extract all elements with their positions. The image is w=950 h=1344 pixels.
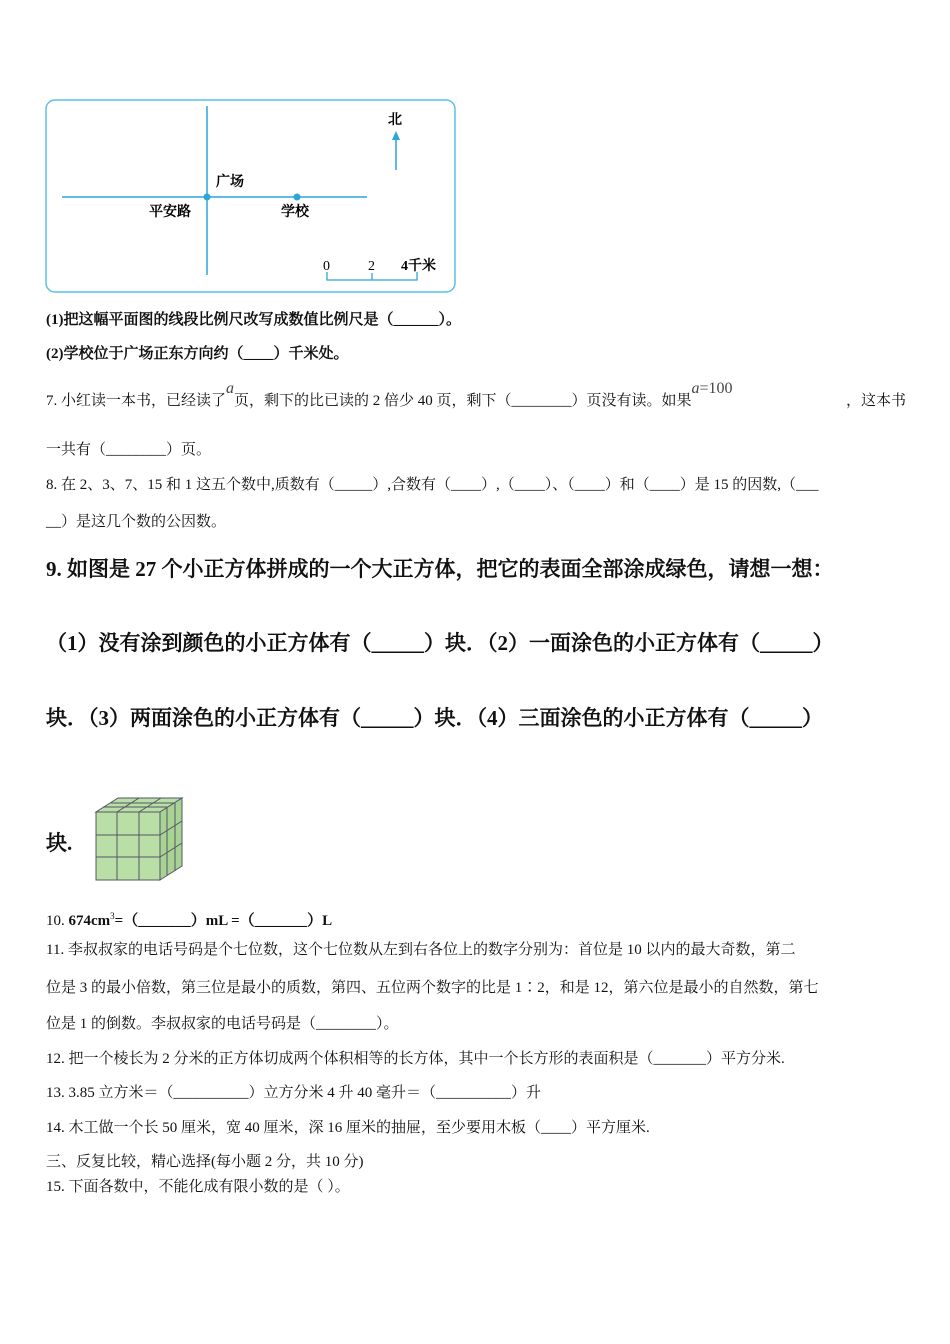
q9-title: 9. 如图是 27 个小正方体拼成的一个大正方体，把它的表面全部涂成绿色，请想一想： — [46, 557, 834, 581]
var-a: a — [226, 380, 235, 397]
q11-line1: 11. 李叔叔家的电话号码是个七位数，这个七位数从左到右各位上的数字分别为：首位是 10 以内的最大奇数，第二 — [46, 942, 796, 958]
school-label: 学校 — [281, 205, 309, 220]
q10-sup: 3 — [110, 911, 115, 921]
q15: 15. 下面各数中，不能化成有限小数的是（ ）。 — [46, 1179, 350, 1195]
cube-figure — [90, 792, 190, 887]
q7-line2: 一共有（________）页。 — [46, 442, 212, 458]
q10-num: 10. — [46, 913, 65, 929]
q10 — [46, 906, 332, 931]
q6-part1: (1)把这幅平面图的线段比例尺改写成数值比例尺是（______）。 — [46, 312, 461, 328]
q7-text3: ，这本书 — [845, 393, 906, 409]
cube-front — [96, 812, 160, 880]
q8-line2: __）是这几个数的公因数。 — [46, 514, 227, 530]
north-label: 北 — [388, 113, 402, 128]
scale-tick-0: 0 — [323, 259, 330, 274]
q9-line1: （1）没有涂到颜色的小正方体有（_____）块．（2）一面涂色的小正方体有（_____） — [46, 631, 834, 655]
q6-part2: (2)学校位于广场正东方向约（____）千米处。 — [46, 346, 349, 362]
q11-line2: 位是 3 的最小倍数，第三位是最小的质数，第四、五位两个数字的比是 1∶2，和是 12，第六位是最小的自然数，第七 — [46, 980, 819, 996]
q7-num: 7. — [46, 393, 58, 409]
scale-tick-4: 4千米 — [401, 259, 436, 274]
q13: 13. 3.85 立方米＝（__________）立方分米 4 升 40 毫升＝（__________）升 — [46, 1085, 542, 1101]
north-arrowhead-icon — [392, 131, 400, 140]
q9-line3: 块. — [46, 831, 73, 855]
map-figure — [0, 0, 470, 300]
road-label: 平安路 — [149, 205, 191, 220]
q10-value: 674cm — [68, 913, 111, 929]
school-dot — [294, 194, 301, 201]
section3-heading: 三、反复比较，精心选择(每小题 2 分，共 10 分) — [46, 1154, 364, 1170]
q14: 14. 木工做一个长 50 厘米，宽 40 厘米，深 16 厘米的抽屉，至少要用木板（____）平方厘米. — [46, 1120, 650, 1136]
var-a-cond: a — [691, 380, 700, 397]
plaza-dot — [204, 194, 211, 201]
plaza-label: 广场 — [216, 175, 244, 190]
q7-text1: 小红读一本书，已经读了 — [61, 393, 227, 409]
q9-line2: 块．（3）两面涂色的小正方体有（_____）块．（4）三面涂色的小正方体有（_____） — [46, 706, 823, 730]
q7-text2: 页，剩下的比已读的 2 倍少 40 页，剩下（________）页没有读。如果 — [234, 393, 692, 409]
q7-cond: =100 — [699, 380, 733, 397]
map-frame — [46, 100, 455, 292]
scale-tick-2: 2 — [368, 259, 375, 274]
q10-rest: =（_______）mL =（_______）L — [114, 913, 333, 929]
q12: 12. 把一个棱长为 2 分米的正方体切成两个体积相等的长方体，其中一个长方形的表面积是（_______）平方分米. — [46, 1051, 785, 1067]
cube-right — [160, 798, 182, 880]
q7-line1 — [46, 380, 906, 411]
q11-line3: 位是 1 的倒数。李叔叔家的电话号码是（________）。 — [46, 1016, 399, 1032]
q8-line1: 8. 在 2、3、7、15 和 1 这五个数中,质数有（_____）,合数有（____）,（____）、（____）和（____）是 15 的因数,（___ — [46, 477, 819, 493]
